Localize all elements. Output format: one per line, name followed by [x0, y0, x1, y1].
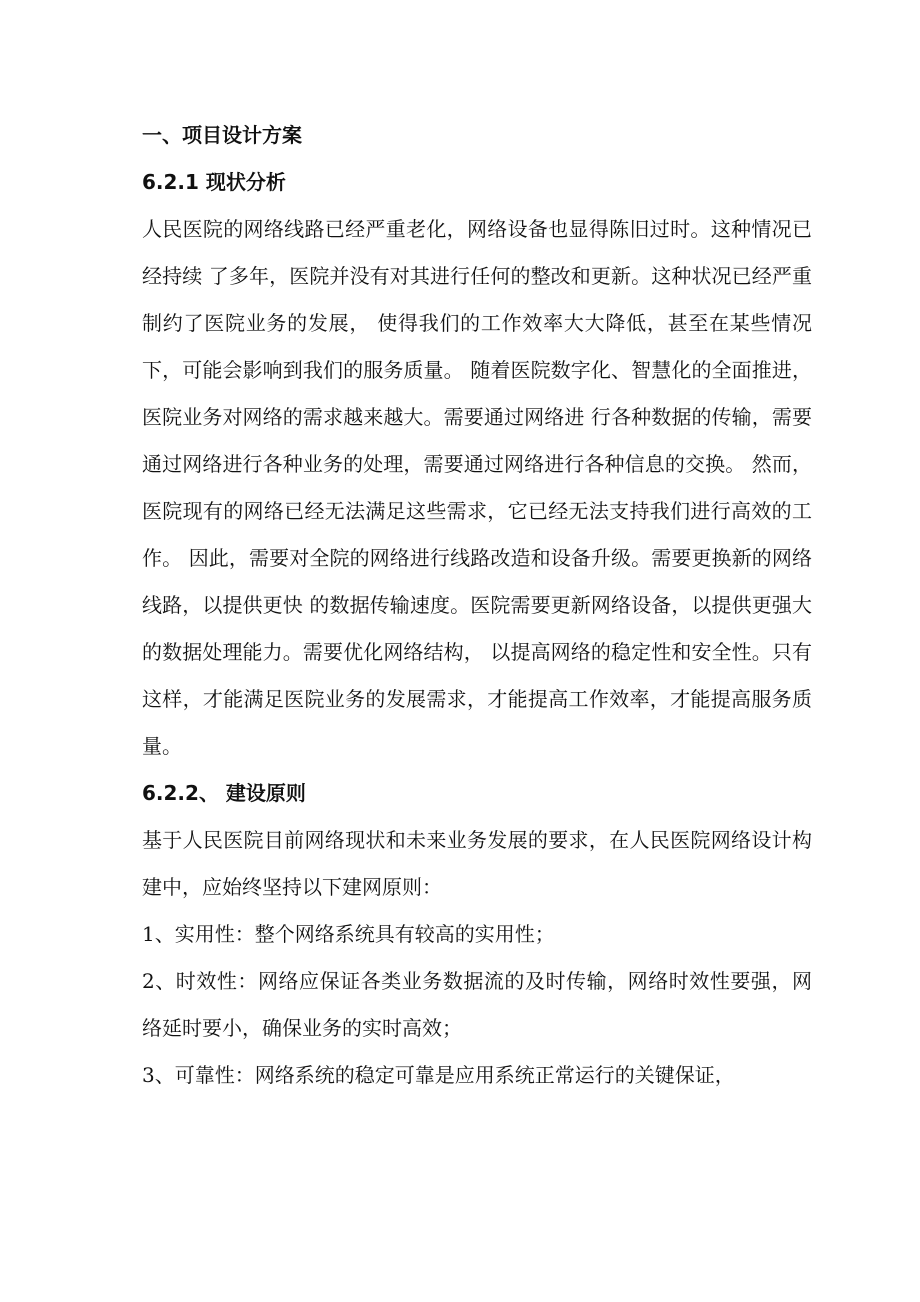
section-1-title: 6.2.1 现状分析 [142, 170, 286, 194]
principle-item-2: 2、时效性：网络应保证各类业务数据流的及时传输，网络时效性要强，网络延时要小，确保业务的实时高效； [142, 969, 812, 1040]
main-heading: 一、项目设计方案 [142, 123, 302, 147]
section-2-intro: 基于人民医院目前网络现状和未来业务发展的要求，在人民医院网络设计构 建中，应始终坚持以下建网原则： [142, 828, 812, 899]
section-2-title: 6.2.2、 建设原则 [142, 781, 306, 805]
principle-item-1: 1、实用性：整个网络系统具有较高的实用性； [142, 922, 555, 946]
section-1-body: 人民医院的网络线路已经严重老化，网络设备也显得陈旧过时。这种情况已经持续 了多年，医院并没有对其进行任何的整改和更新。这种状况已经严重制约了医院业务的发展， 使得我们的工作效率大大降低，甚至在某些情况下，可能会影响到我们的服务质量。 随着医院数字化、智慧化的全面推进，医院业务对网络的需求越来越大。需要通过网络进 行各种数据的传输，需要通过网络进行各种业务的处理，需要通过网络进行各种信息的交换。 然而，医院现有的网络已经无法满足这些需求，它已经无法支持我们进行高效的工作。 因此，需要对全院的网络进行线路改造和设备升级。需要更换新的网络线路，以提供更快 的数据传输速度。医院需要更新网络设备，以提供更强大的数据处理能力。需要优化网络结构， 以提高网络的稳定性和安全性。只有这样，才能满足医院业务的发展需求，才能提高工作效率，才能提高服务质量。 [142, 217, 812, 758]
principle-item-3: 3、可靠性：网络系统的稳定可靠是应用系统正常运行的关键保证， [142, 1063, 735, 1087]
